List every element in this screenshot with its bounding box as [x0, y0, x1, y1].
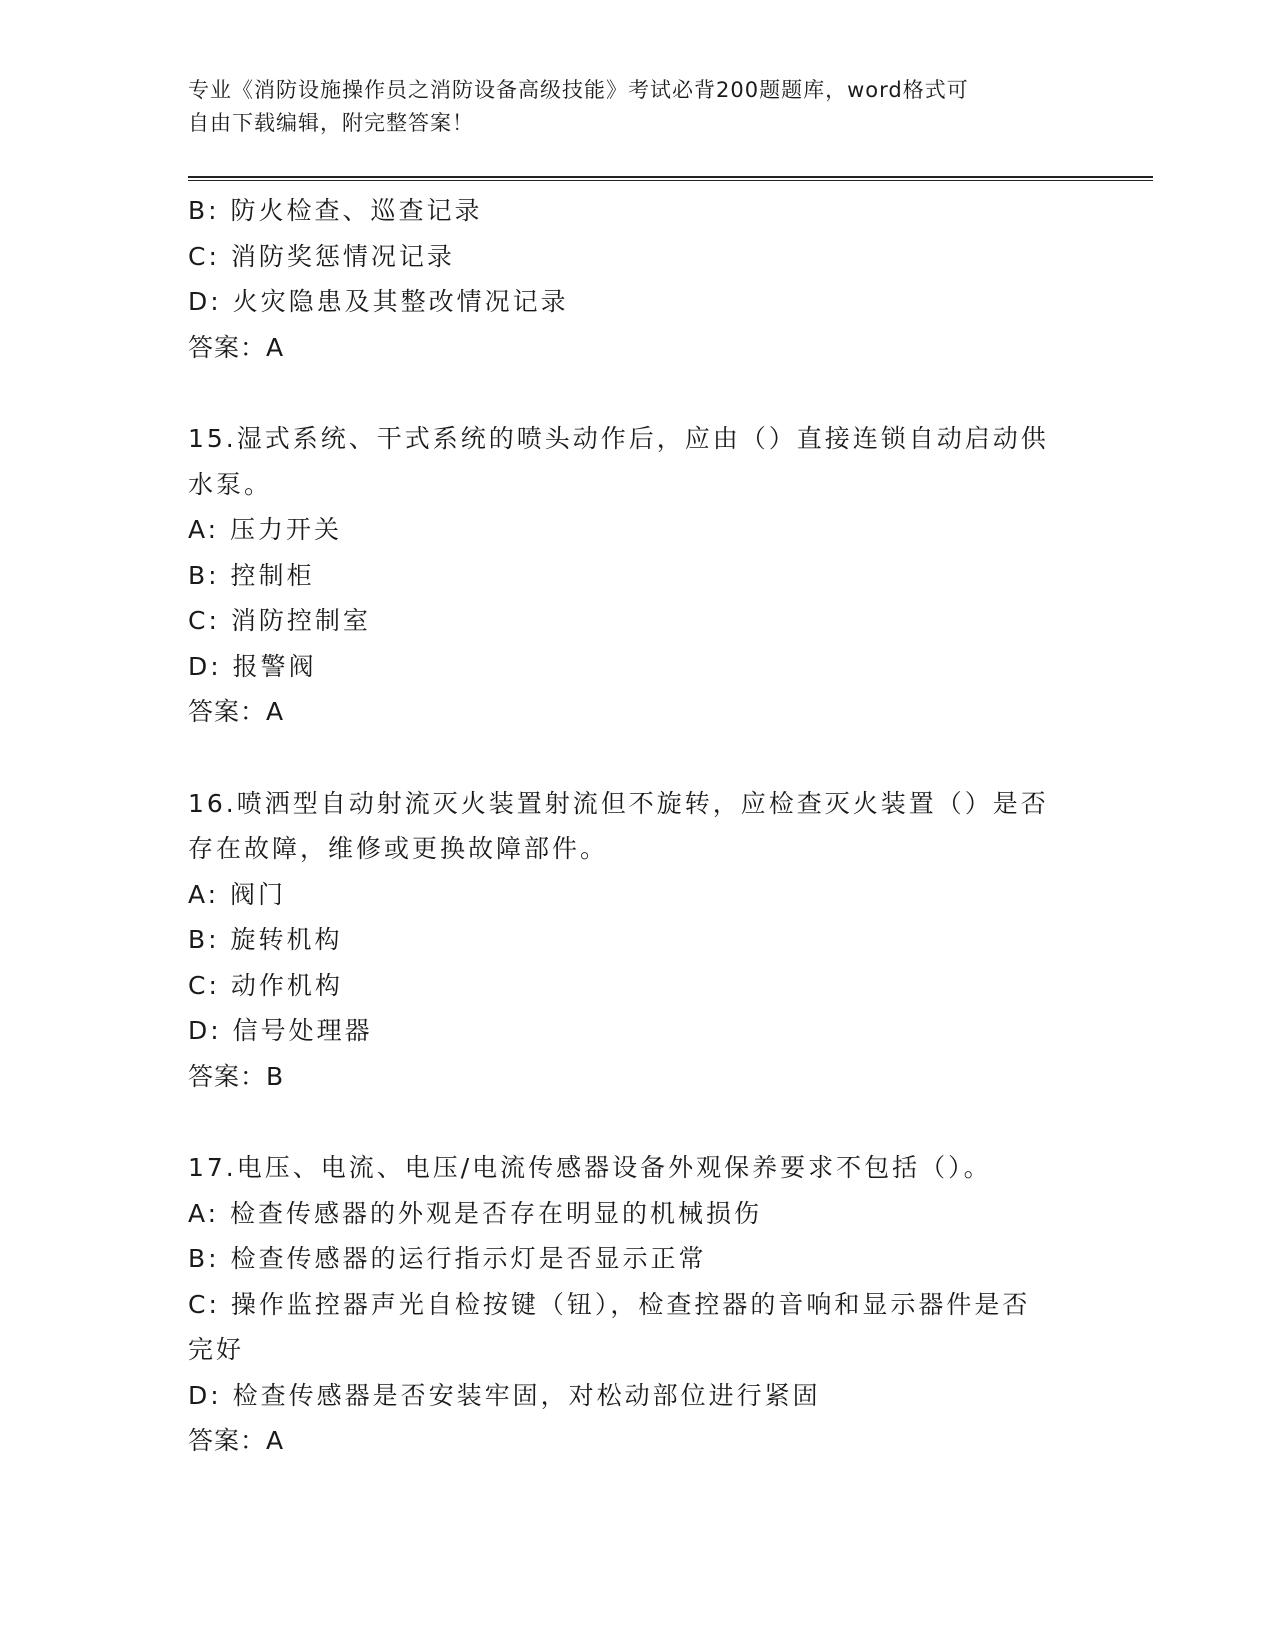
option-c: C: 消防奖惩情况记录	[188, 241, 455, 271]
answer: 答案：A	[188, 332, 285, 362]
option-d: D: 检查传感器是否安装牢固，对松动部位进行紧固	[188, 1380, 821, 1410]
option-b: B: 防火检查、巡查记录	[188, 196, 483, 225]
question-stem-cont: 存在故障，维修或更换故障部件。	[188, 834, 609, 863]
document-header	[188, 74, 1068, 140]
answer: 答案：A	[188, 697, 285, 726]
answer: 答案：B	[188, 1061, 285, 1091]
document-page	[188, 0, 1148, 1650]
option-b: B: 旋转机构	[188, 925, 343, 954]
question-17	[188, 1145, 1068, 1464]
question-stem-cont: 水泵。	[188, 469, 273, 499]
question-stem: 17.电压、电流、电压/电流传感器设备外观保养要求不包括（）。	[188, 1153, 992, 1182]
option-d: D: 报警阀	[188, 651, 317, 681]
question-16	[188, 781, 1068, 1100]
answer: 答案：A	[188, 1426, 285, 1455]
question-stem: 15.湿式系统、干式系统的喷头动作后，应由（）直接连锁自动启动供	[188, 424, 1049, 453]
option-a: A: 检查传感器的外观是否存在明显的机械损伤	[188, 1198, 763, 1228]
question-stem: 16.喷洒型自动射流灭火装置射流但不旋转，应检查灭火装置（）是否	[188, 788, 1049, 818]
header-divider	[188, 176, 1153, 181]
question-15	[188, 416, 1068, 735]
option-c-cont: 完好	[188, 1335, 245, 1364]
option-d: D: 信号处理器	[188, 1016, 373, 1045]
header-line-1: 专业《消防设施操作员之消防设备高级技能》考试必背200题题库，word格式可	[188, 78, 969, 102]
question-list	[188, 188, 1068, 1464]
option-a: A: 阀门	[188, 879, 287, 909]
option-d: D: 火灾隐患及其整改情况记录	[188, 287, 569, 316]
option-b: B: 控制柜	[188, 560, 315, 590]
option-a: A: 压力开关	[188, 515, 343, 544]
option-b: B: 检查传感器的运行指示灯是否显示正常	[188, 1244, 707, 1273]
option-c: C: 动作机构	[188, 970, 343, 1000]
question-14-tail	[188, 188, 1068, 370]
option-c: C: 消防控制室	[188, 606, 371, 635]
header-line-2: 自由下载编辑，附完整答案！	[188, 111, 474, 135]
option-c: C: 操作监控器声光自检按键（钮），检查控器的音响和显示器件是否	[188, 1289, 1031, 1319]
